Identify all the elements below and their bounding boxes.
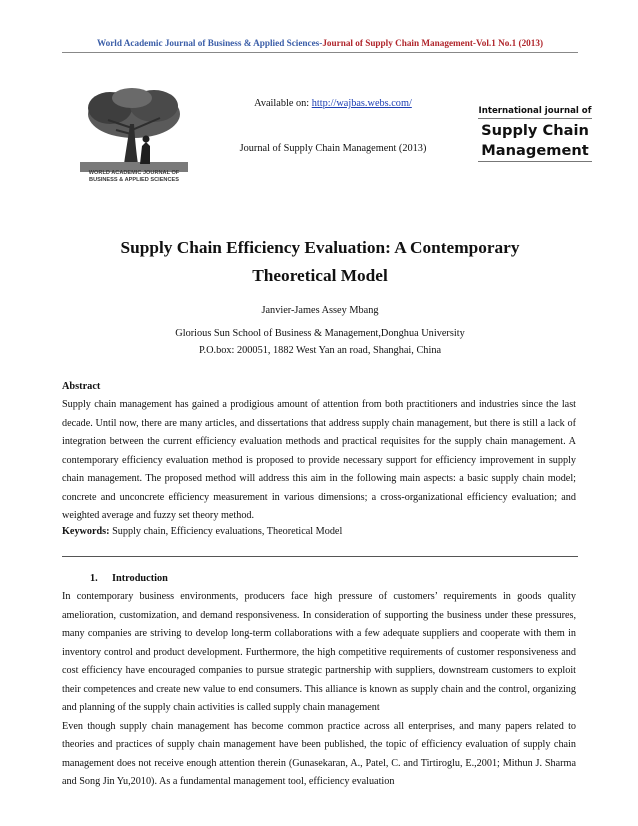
logo-caption-line1: WORLD ACADEMIC JOURNAL OF (88, 170, 180, 176)
running-head-publisher: World Academic Journal of Business & Applied Sciences- (96, 38, 323, 48)
logo-caption (80, 170, 188, 184)
section-heading-introduction (90, 573, 168, 584)
intro-paragraph-1: In contemporary business environments, producers face high pressure of customers’ requirements in goods quality amelioration, customization, and demand responsiveness. In consideration of supporting the business under these pressures, many companies are striving to develop long-term collaborations with a few adequate suppliers and cooperate with them in inventory control and product development. Furthermore, the high competitive requirements of customer responsiveness and cost efficiency have encouraged companies to pursue strategic partnership with suppliers, downstream customers to exploit their competences and create new value to end consumers. This alliance is known as supply chain and the control, organizing and planning of the supply chain activities is called supply chain management (62, 591, 576, 713)
abstract-body: Supply chain management has gained a prodigious amount of attention from both practitioners and industries since the last decade. Until now, there are many articles, and dissertations that address supply chain management, but there is still a lack of integration between the current efficiency evaluation methods and practical requisites for the supply chain management. A contemporary efficiency evaluation method is proposed to provide necessary support for efficiency improvement in supply chain management. The proposed method will address this aim in the following main aspects: a basic supply chain model; concrete and unconcrete efficiency measurement in various dimensions; a cross-organizational efficiency evaluation; and weighted average and fuzzy set theory method. (62, 399, 576, 521)
abstract-heading: Abstract (62, 381, 101, 392)
brand-line-1: International journal of (478, 106, 592, 119)
section-title: Introduction (112, 573, 168, 584)
availability-line (196, 98, 470, 109)
keywords-text: Supply chain, Efficiency evaluations, Theoretical Model (109, 526, 343, 537)
keywords-label: Keywords: (62, 526, 110, 537)
header-rule (62, 52, 578, 53)
journal-line: Journal of Supply Chain Management (2013) (239, 143, 427, 154)
paper-title-line2: Theoretical Model (252, 266, 388, 285)
brand-line-3: Management (481, 142, 589, 159)
tree-silhouette-icon (80, 84, 188, 172)
running-head-journal: Journal of Supply Chain Management-Vol.1 No.1 (2013) (322, 38, 544, 48)
section-number: 1. (90, 573, 98, 584)
introduction-body (62, 588, 576, 792)
availability-link[interactable]: http://wajbas.webs.com/ (311, 98, 412, 109)
affiliation-line1: Glorious Sun School of Business & Management,Donghua University (175, 328, 465, 339)
affiliation (70, 325, 570, 359)
keywords (62, 526, 576, 537)
running-head (62, 38, 578, 48)
brand-rule (478, 161, 592, 162)
journal-brand (478, 106, 592, 162)
section-rule (62, 556, 578, 557)
paper-title-line1: Supply Chain Efficiency Evaluation: A Contemporary (120, 238, 520, 257)
logo-caption-line2: BUSINESS & APPLIED SCIENCES (89, 177, 179, 183)
availability-label: Available on: (254, 98, 312, 109)
paper-title (70, 234, 570, 290)
affiliation-line2: P.O.box: 200051, 1882 West Yan an road, Shanghai, China (198, 345, 442, 356)
intro-paragraph-2: Even though supply chain management has become common practice across all enterprises, and many papers related to theories and practices of supply chain management have been published, the topic of efficiency evaluation of supply chain management does not receive enough attention therein (Gunasekaran, A., Patel, C. and Tirtiroglu, E.,2001; Mithun J. Sharma and Song Jin Yu,2010). As a fundamental management tool, efficiency evaluation (62, 720, 576, 787)
brand-line-2: Supply Chain (481, 122, 589, 139)
author-name: Janvier-James Assey Mbang (261, 305, 379, 316)
